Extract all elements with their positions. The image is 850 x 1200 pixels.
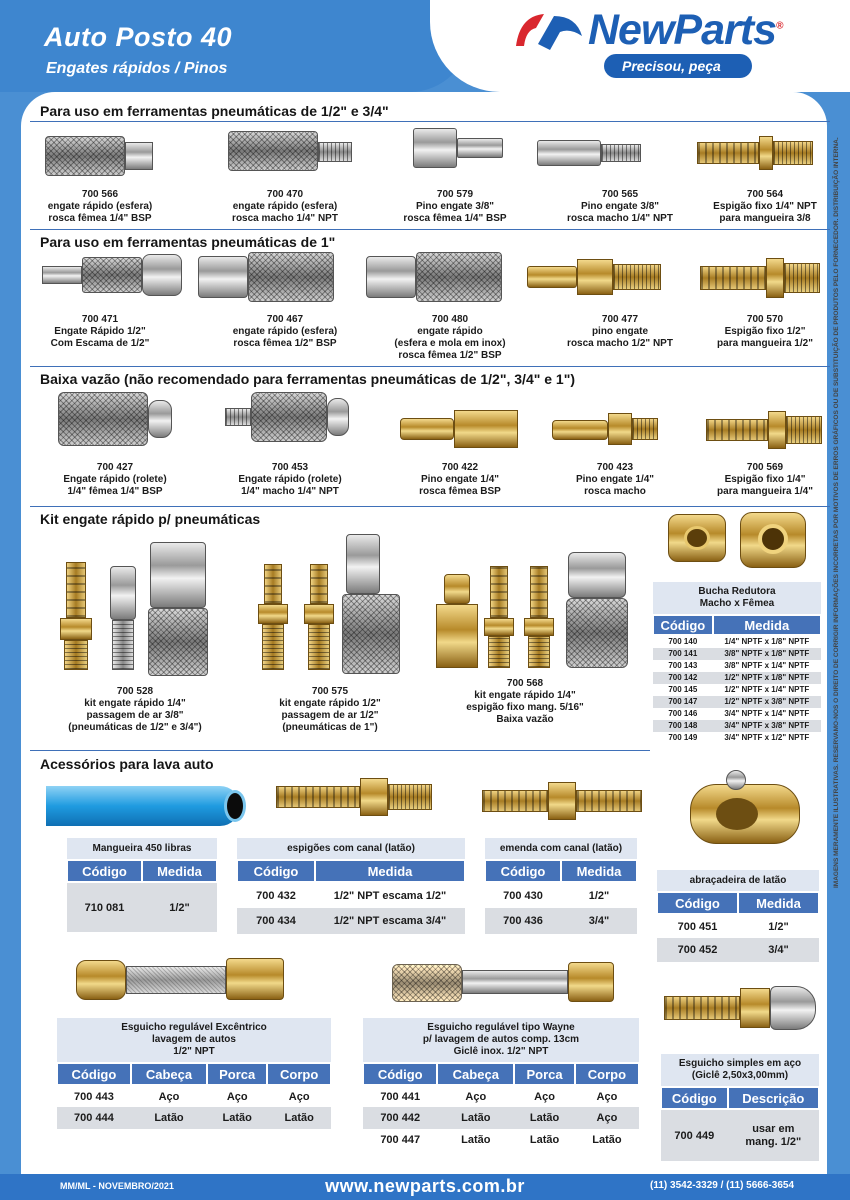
product-image-part: [258, 604, 288, 624]
table-row: 700 149 3/4" NPTF x 1/2" NPTF: [653, 732, 821, 744]
col-header-codigo: Código: [657, 892, 738, 914]
product-image-700528: [66, 562, 86, 618]
table-title: Esguicho regulável Excêntrico lavagem de autos 1/2" NPT: [57, 1018, 331, 1063]
brand-name: NewParts®: [588, 6, 783, 54]
table-row: 700 442 Latão Latão Aço: [363, 1107, 639, 1129]
product-image-700568: [444, 574, 470, 604]
footer-phones: (11) 3542-3329 / (11) 5666-3654: [650, 1180, 794, 1191]
product-image-part: [148, 400, 172, 438]
product-image-part: [568, 552, 626, 598]
product-image-part: [360, 778, 388, 816]
product-image-part: [112, 620, 134, 670]
section-title-2: Para uso em ferramentas pneumáticas de 1": [40, 234, 336, 250]
product-image-700579: [413, 128, 457, 168]
table-row: 700 140 1/4" NPTF x 1/8" NPTF: [653, 635, 821, 648]
caption-700477: 700 477 pino engate rosca macho 1/2" NPT: [567, 314, 673, 349]
product-image-part: [308, 624, 330, 670]
col-header-codigo: Código: [363, 1063, 437, 1085]
caption-700569: 700 569 Espigão fixo 1/4" para mangueira 1/4": [717, 462, 813, 497]
caption-700565: 700 565 Pino engate 3/8" rosca macho 1/4" NPT: [567, 189, 673, 224]
page-title: Auto Posto 40: [44, 22, 233, 52]
table-row: 700 143 3/8" NPTF x 1/4" NPTF: [653, 660, 821, 672]
table-title: abraçadeira de latão: [657, 870, 819, 892]
product-image-part: [484, 618, 514, 636]
col-header-medida: Medida: [142, 860, 217, 882]
table-row: 700 444 Latão Latão Latão: [57, 1107, 331, 1129]
product-image-part: [528, 636, 550, 668]
product-image-part: [462, 970, 568, 994]
product-image-part: [568, 962, 614, 1002]
product-image-part: [110, 566, 136, 620]
caption-700453: 700 453 Engate rápido (rolete) 1/4" macho 1/4" NPT: [238, 462, 342, 497]
product-image-part: [82, 257, 142, 293]
product-image-part: [770, 986, 816, 1030]
product-image-part: [457, 138, 503, 158]
caption-700579: 700 579 Pino engate 3/8" rosca fêmea 1/4" BSP: [403, 189, 507, 224]
product-image-part: [148, 608, 208, 676]
table-row: 700 436 3/4": [485, 908, 637, 934]
product-image-700470: [228, 131, 318, 171]
product-image-part: [786, 416, 822, 444]
product-image-part: [773, 141, 813, 165]
product-image-part: [613, 264, 661, 290]
product-image-700453: [225, 408, 251, 426]
newparts-logo-icon: [510, 6, 586, 56]
product-image-part: [766, 258, 784, 298]
table-row: 700 451 1/2": [657, 914, 819, 938]
product-image-part: [304, 604, 334, 624]
caption-700564: 700 564 Espigão fixo 1/4" NPT para mangueira 3/8: [713, 189, 817, 224]
caption-700570: 700 570 Espigão fixo 1/2" para mangueira 1/2": [717, 314, 813, 349]
esguicho-simples-table: [660, 1054, 820, 1161]
table-row: 700 142 1/2" NPTF x 1/8" NPTF: [653, 672, 821, 684]
product-image-part: [784, 263, 820, 293]
product-image-part: [726, 770, 746, 790]
product-image-part: [126, 966, 226, 994]
table-row: 700 447 Latão Latão Latão: [363, 1129, 639, 1151]
product-image-part: [490, 566, 508, 618]
caption-700470: 700 470 engate rápido (esfera) rosca macho 1/4" NPT: [232, 189, 338, 224]
table-row: 700 141 3/8" NPTF x 1/8" NPTF: [653, 648, 821, 660]
col-header-codigo: Código: [57, 1063, 131, 1085]
product-image-700566: [45, 136, 125, 176]
col-header-cabeca: Cabeça: [437, 1063, 514, 1085]
product-image-espigao: [276, 786, 360, 808]
table-row: 700 449 usar em mang. 1/2": [661, 1109, 819, 1161]
product-image-emenda: [482, 790, 548, 812]
product-image-part: [566, 598, 628, 668]
caption-700427: 700 427 Engate rápido (rolete) 1/4" fêmea 1/4" BSP: [63, 462, 167, 497]
product-image-700471: [42, 266, 82, 284]
product-image-part: [142, 254, 182, 296]
table-row: 700 432 1/2" NPT escama 1/2": [237, 882, 465, 908]
product-image-part: [601, 144, 641, 162]
product-image-part: [125, 142, 153, 170]
footer-date: MM/ML - NOVEMBRO/2021: [60, 1181, 174, 1191]
col-header-descricao: Descrição: [728, 1087, 819, 1109]
col-header-codigo: Código: [661, 1087, 728, 1109]
product-image-700467: [198, 256, 248, 298]
product-image-part: [416, 252, 502, 302]
product-image-part: [318, 142, 352, 162]
esguicho-wayne-table: [362, 1018, 640, 1151]
product-image-part: [64, 640, 88, 670]
table-title: Esguicho simples em aço (Giclê 2,50x3,00mm): [661, 1054, 819, 1087]
caption-700471: 700 471 Engate Rápido 1/2" Com Escama de 1/2": [50, 314, 150, 349]
table-row: 700 452 3/4": [657, 938, 819, 962]
esguicho-excentrico-table: [56, 1018, 332, 1129]
table-row: 700 148 3/4" NPTF x 3/8" NPTF: [653, 720, 821, 732]
product-image-part: [388, 784, 432, 810]
table-row: 700 146 3/4" NPTF x 1/4" NPTF: [653, 708, 821, 720]
col-header-corpo: Corpo: [267, 1063, 331, 1085]
product-image-part: [632, 418, 658, 440]
caption-700480: 700 480 engate rápido (esfera e mola em inox) rosca fêmea 1/2" BSP: [394, 314, 506, 361]
col-header-porca: Porca: [207, 1063, 267, 1085]
mangueira-table: [66, 838, 218, 932]
caption-700467: 700 467 engate rápido (esfera) rosca fêmea 1/2" BSP: [232, 314, 338, 349]
footer-website-link[interactable]: www.newparts.com.br: [325, 1176, 525, 1196]
table-title: emenda com canal (latão): [485, 838, 637, 860]
product-image-700570: [700, 266, 766, 290]
col-header-medida: Medida: [713, 615, 821, 635]
col-header-codigo: Código: [653, 615, 713, 635]
section-title-5: Acessórios para lava auto: [40, 756, 214, 772]
product-image-part: [577, 259, 613, 295]
product-image-part: [251, 392, 327, 442]
product-image-part: [608, 413, 632, 445]
table-row: 700 441 Aço Aço Aço: [363, 1085, 639, 1107]
col-header-medida: Medida: [561, 860, 637, 882]
product-image-part: [758, 524, 788, 554]
product-image-part: [548, 782, 576, 820]
table-row: 700 443 Aço Aço Aço: [57, 1085, 331, 1107]
product-image-700449: [664, 996, 740, 1020]
product-image-part: [262, 624, 284, 670]
table-title: espigões com canal (latão): [237, 838, 465, 860]
product-image-700422: [400, 418, 454, 440]
bucha-redutora-table: [652, 582, 822, 744]
col-header-cabeca: Cabeça: [131, 1063, 207, 1085]
product-image-part: [248, 252, 334, 302]
espigoes-table: [236, 838, 466, 934]
section-divider: [30, 506, 830, 507]
product-image-part: [524, 618, 554, 636]
product-image-mangueira: [46, 786, 240, 826]
caption-700568: 700 568 kit engate rápido 1/4" espigão fixo mang. 5/16" Baixa vazão: [466, 678, 584, 725]
product-image-part: [768, 411, 786, 449]
col-header-codigo: Código: [237, 860, 315, 882]
table-row: 700 430 1/2": [485, 882, 637, 908]
page-subtitle: Engates rápidos / Pinos: [46, 60, 228, 77]
section-title-3: Baixa vazão (não recomendado para ferramentas pneumáticas de 1/2", 3/4" e 1"): [40, 371, 576, 387]
table-row: 710 081 1/2": [67, 882, 217, 932]
caption-700423: 700 423 Pino engate 1/4" rosca macho: [575, 462, 655, 497]
table-row: 700 434 1/2" NPT escama 3/4": [237, 908, 465, 934]
disclaimer-text: IMAGENS MERAMENTE ILUSTRATIVAS. RESERVAMO-NOS O DIREITO DE CORRIGIR INFORMAÇÕES INCORRETAS POR MOTIVOS DE ERROS GRÁFICOS OU DE SUBSTITUIÇÃO DE PRODUTOS PELO FORNECEDOR. DISTRIBUIÇÃO INTERNA.: [833, 137, 840, 888]
col-header-codigo: Código: [67, 860, 142, 882]
product-image-part: [576, 790, 642, 812]
product-image-part: [60, 618, 92, 640]
caption-700575: 700 575 kit engate rápido 1/2" passagem de ar 1/2" (pneumáticas de 1"): [279, 686, 381, 733]
product-image-700569: [706, 419, 768, 441]
col-header-porca: Porca: [514, 1063, 575, 1085]
product-image-700441: [392, 964, 462, 1002]
product-image-700564: [697, 142, 759, 164]
section-divider: [30, 366, 830, 367]
product-image-part: [327, 398, 349, 436]
product-image-part: [346, 534, 380, 594]
col-header-codigo: Código: [485, 860, 561, 882]
section-title-4: Kit engate rápido p/ pneumáticas: [40, 511, 261, 527]
product-image-700480: [366, 256, 416, 298]
product-image-700477: [527, 266, 577, 288]
caption-700422: 700 422 Pino engate 1/4" rosca fêmea BSP: [419, 462, 501, 497]
col-header-medida: Medida: [738, 892, 819, 914]
section-title-1: Para uso em ferramentas pneumáticas de 1/2" e 3/4": [40, 103, 389, 119]
section-divider: [30, 121, 830, 122]
product-image-part: [150, 542, 206, 608]
header: [0, 0, 850, 92]
table-row: 700 145 1/2" NPTF x 1/4" NPTF: [653, 684, 821, 696]
product-image-part: [488, 636, 510, 668]
brand-slogan: Precisou, peça: [604, 54, 752, 78]
product-image-700443: [76, 960, 126, 1000]
caption-700566: 700 566 engate rápido (esfera) rosca fêmea 1/4" BSP: [47, 189, 153, 224]
product-image-part: [310, 564, 328, 604]
product-image-part: [436, 604, 478, 668]
col-header-medida: Medida: [315, 860, 465, 882]
col-header-corpo: Corpo: [575, 1063, 639, 1085]
table-title: Esguicho regulável tipo Wayne p/ lavagem de autos comp. 13cm Giclê inox. 1/2" NPT: [363, 1018, 639, 1063]
product-image-700565: [537, 140, 601, 166]
product-image-part: [530, 566, 548, 618]
abracadeira-table: [656, 870, 820, 962]
product-image-part: [684, 526, 710, 550]
product-image-part: [224, 790, 246, 822]
product-image-part: [716, 798, 758, 830]
product-image-part: [454, 410, 518, 448]
product-image-700427: [58, 392, 148, 446]
product-image-part: [342, 594, 400, 674]
caption-700528: 700 528 kit engate rápido 1/4" passagem de ar 3/8" (pneumáticas de 1/2" e 3/4"): [68, 686, 202, 733]
emenda-table: [484, 838, 638, 934]
product-image-part: [226, 958, 284, 1000]
section-divider: [30, 229, 830, 230]
product-image-700575: [264, 564, 282, 604]
table-row: 700 147 1/2" NPTF x 3/8" NPTF: [653, 696, 821, 708]
table-title: Mangueira 450 libras: [67, 838, 217, 860]
product-image-700423: [552, 420, 608, 440]
section-divider: [30, 750, 650, 751]
product-image-part: [759, 136, 773, 170]
product-image-part: [740, 988, 770, 1028]
bucha-table-title: Bucha Redutora Macho x Fêmea: [653, 582, 821, 615]
